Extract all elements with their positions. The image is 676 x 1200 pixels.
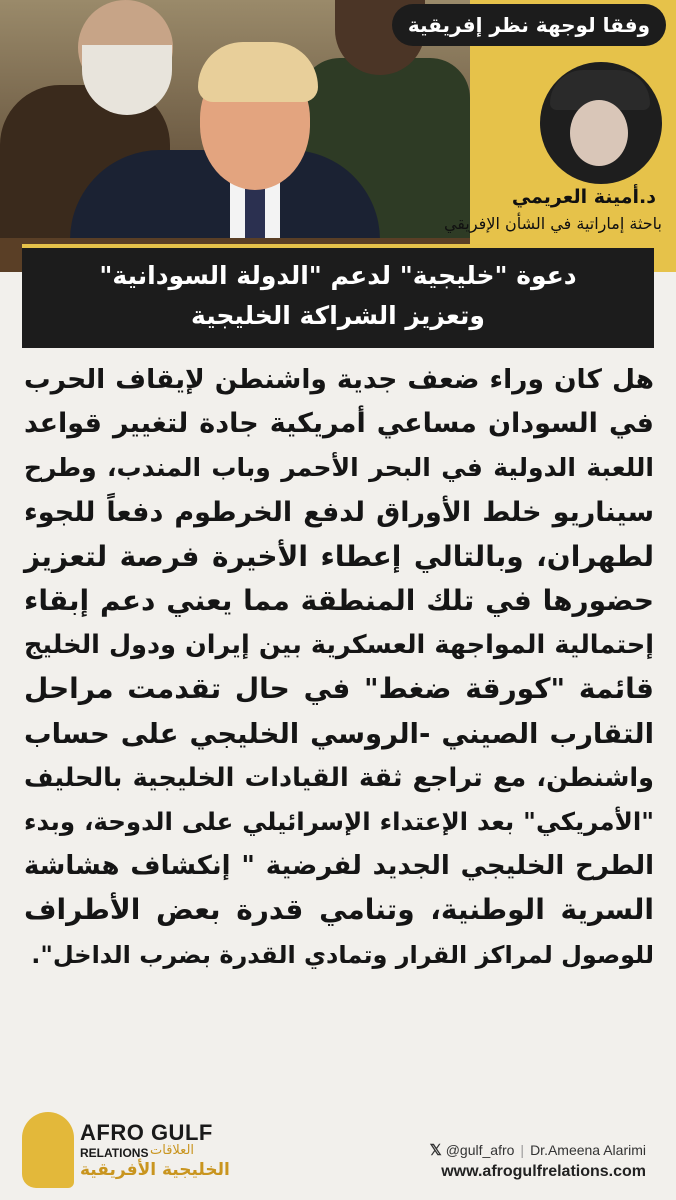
logo-title: AFRO GULF (80, 1120, 213, 1145)
author-avatar (540, 62, 662, 184)
body-line: هل كان وراء ضعف جدية واشنطن لإيقاف الحرب (24, 364, 654, 395)
headline-box (22, 244, 654, 348)
article-body (24, 358, 654, 977)
author-avatar-face (570, 100, 628, 166)
separator: | (520, 1142, 525, 1158)
body-line: قائمة "كورقة ضغط" في حال تقدمت مراحل (24, 672, 654, 706)
social-credit (430, 1141, 646, 1159)
body-line: في السودان مساعي أمريكية جادة لتغيير قواعد (24, 408, 654, 440)
afro-gulf-logo-icon (22, 1112, 74, 1188)
body-line: "الأمريكي" بعد الإعتداء الإسرائيلي على الدوحة، وبدء (24, 807, 654, 837)
body-line: حضورها في تلك المنطقة مما يعني دعم إبقاء (24, 584, 654, 618)
photo-figure-center-hair (198, 42, 318, 102)
author-role: باحثة إماراتية في الشأن الإفريقي (443, 214, 662, 233)
body-line: واشنطن، مع تراجع ثقة القيادات الخليجية بالحليف (24, 762, 654, 793)
body-line: السرية الوطنية، وتنامي قدرة بعض الأطراف (24, 893, 654, 927)
body-line: اللعبة الدولية في البحر الأحمر وباب المندب، وطرح (24, 453, 654, 483)
logo-subtitle-en: RELATIONS (80, 1146, 149, 1160)
body-line: إحتمالية المواجهة العسكرية بين إيران ودول الخليج (24, 630, 654, 661)
headline-line-1: دعوة "خليجية" لدعم "الدولة السودانية" (99, 261, 577, 290)
logo-subtitle-ar-2: الخليجية الأفريقية (80, 1160, 230, 1180)
body-line: للوصول لمراكز القرار وتمادي القدرة بضرب الداخل". (31, 940, 654, 969)
author-name: د.أمينة العريمي (511, 186, 656, 208)
website-link[interactable]: www.afrogulfrelations.com (441, 1163, 646, 1180)
x-logo-icon: 𝕏 (429, 1142, 442, 1159)
headline-line-2: وتعزيز الشراكة الخليجية (191, 301, 485, 330)
body-line: التقارب الصيني -الروسي الخليجي على حساب (24, 717, 654, 750)
perspective-badge: وفقا لوجهة نظر إفريقية (392, 4, 666, 46)
body-line: سيناريو خلط الأوراق لدفع الخرطوم دفعاً للجوء (24, 496, 654, 528)
logo-subtitle-ar-1: العلاقات (150, 1143, 195, 1158)
social-handle[interactable]: @gulf_afro (445, 1142, 515, 1158)
body-line: لطهران، وبالتالي إعطاء الأخيرة فرصة لتعزيز (24, 539, 654, 573)
author-latin-name: Dr.Ameena Alarimi (530, 1142, 646, 1158)
body-line: الطرح الخليجي الجديد لفرضية " إنكشاف هشاشة (24, 851, 654, 882)
